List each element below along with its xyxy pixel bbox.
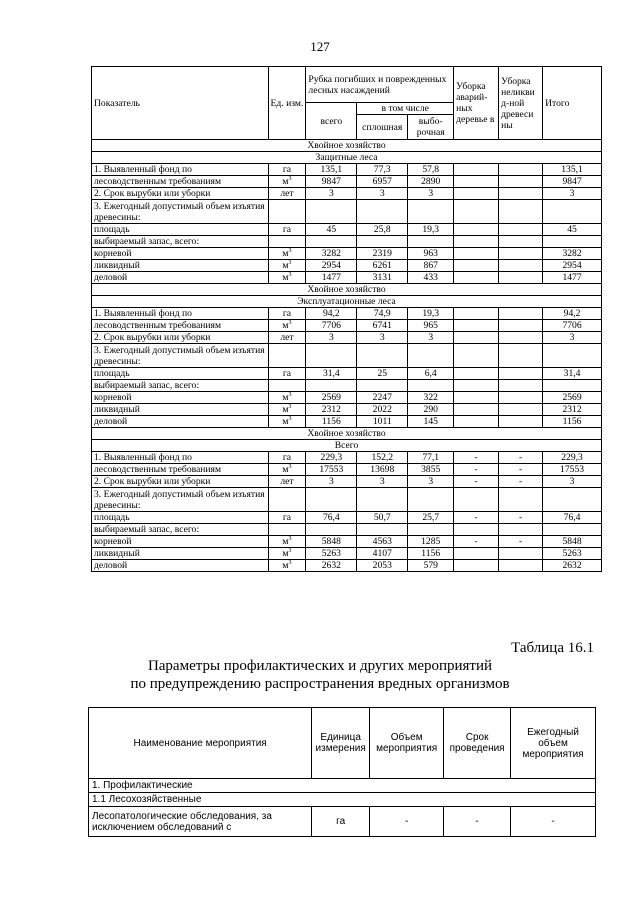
measures-row-term: - [444,807,511,837]
section-title: Хвойное хозяйство [92,140,602,152]
row-emergency [454,200,499,224]
row-unit [268,524,306,536]
section-title-row [92,284,602,296]
row-total: 2954 [543,260,602,272]
row-illiquid [499,308,543,320]
row-selective: 433 [408,272,454,284]
header-clear: сплошная [357,115,408,140]
row-unit [268,236,306,248]
row-selective: 290 [408,404,454,416]
table-row [92,224,602,236]
row-label: 3. Ежегодный допустимый объем изъятия древесины: [92,344,269,368]
row-all: 2569 [306,392,357,404]
row-emergency: - [454,536,499,548]
row-unit: $м^3$ [268,392,306,404]
row-illiquid [499,404,543,416]
row-illiquid [499,548,543,560]
row-illiquid [499,188,543,200]
row-label: площадь [92,512,269,524]
measures-subgroup-row [89,793,596,807]
row-selective: 57,8 [408,164,454,176]
row-label: площадь [92,368,269,380]
row-total: 229,3 [543,452,602,464]
row-clear: 50,7 [357,512,408,524]
row-total: 1156 [543,416,602,428]
row-unit: $м^3$ [268,536,306,548]
row-total: 3 [543,188,602,200]
row-label: деловой [92,416,269,428]
row-total [543,236,602,248]
row-emergency: - [454,476,499,488]
row-selective: 1285 [408,536,454,548]
row-total [543,200,602,224]
row-total: 17553 [543,464,602,476]
row-unit: $м^3$ [268,176,306,188]
row-unit: $м^3$ [268,464,306,476]
row-clear: 3 [357,332,408,344]
row-emergency [454,560,499,572]
row-total [543,524,602,536]
header-in-total: всего [306,103,357,140]
section-title: Эксплуатационные леса [92,296,602,308]
row-clear [357,200,408,224]
row-illiquid [499,164,543,176]
row-total [543,344,602,368]
row-total: 3 [543,332,602,344]
row-unit: $м^3$ [268,320,306,332]
section-title: Защитные леса [92,152,602,164]
row-illiquid: - [499,464,543,476]
table-row [92,380,602,392]
row-clear: 6741 [357,320,408,332]
table-row [92,560,602,572]
row-illiquid [499,416,543,428]
header-including: в том числе [357,103,454,115]
row-all: 1156 [306,416,357,428]
row-unit: $м^3$ [268,272,306,284]
row-selective: 963 [408,248,454,260]
row-illiquid [499,320,543,332]
row-selective: 6,4 [408,368,454,380]
row-label: лесоводственным требованиям [92,176,269,188]
row-all: 2312 [306,404,357,416]
row-selective: 3855 [408,464,454,476]
row-illiquid [499,236,543,248]
row-label: лесоводственным требованиям [92,464,269,476]
row-all [306,236,357,248]
row-illiquid [499,368,543,380]
row-selective [408,380,454,392]
row-clear: 4107 [357,548,408,560]
row-all [306,380,357,392]
row-total: 1477 [543,272,602,284]
row-total: 94,2 [543,308,602,320]
row-label: 2. Срок вырубки или уборки [92,188,269,200]
row-unit [268,200,306,224]
row-selective: 322 [408,392,454,404]
table-row [92,524,602,536]
row-all: 94,2 [306,308,357,320]
row-total: 5848 [543,536,602,548]
table-row [92,320,602,332]
row-illiquid: - [499,476,543,488]
measures-header-term: Срок проведения [444,708,511,779]
row-unit [268,380,306,392]
row-all [306,344,357,368]
row-all: 17553 [306,464,357,476]
row-all: 45 [306,224,357,236]
row-unit: га [268,368,306,380]
row-total: 7706 [543,320,602,332]
row-selective: 77,1 [408,452,454,464]
row-emergency [454,392,499,404]
table-row [92,248,602,260]
row-clear: 4563 [357,536,408,548]
row-label: корневой [92,536,269,548]
row-selective: 867 [408,260,454,272]
row-total [543,380,602,392]
felling-table-body [92,140,602,572]
row-selective: 3 [408,188,454,200]
row-emergency [454,368,499,380]
table-row [92,236,602,248]
row-illiquid [499,272,543,284]
table-row [92,476,602,488]
row-selective [408,236,454,248]
row-unit: лет [268,188,306,200]
row-selective: 1156 [408,548,454,560]
row-label: лесоводственным требованиям [92,320,269,332]
row-emergency [454,380,499,392]
row-total: 9847 [543,176,602,188]
row-clear: 25,8 [357,224,408,236]
row-clear: 2053 [357,560,408,572]
row-emergency [454,344,499,368]
measures-row-name: Лесопатологические обследования, за исключением обследований с [89,807,312,837]
row-emergency [454,176,499,188]
row-all: 2632 [306,560,357,572]
row-clear: 25 [357,368,408,380]
measures-table [88,707,596,837]
row-illiquid [499,560,543,572]
table-label: Таблица 16.1 [511,640,594,656]
header-illiquid: Уборка неликви д-ной древеси ны [499,67,543,140]
row-all: 31,4 [306,368,357,380]
header-indicator: Показатель [92,67,269,140]
row-unit: га [268,308,306,320]
row-illiquid [499,392,543,404]
row-emergency [454,308,499,320]
row-emergency [454,416,499,428]
row-unit: $м^3$ [268,260,306,272]
row-unit: га [268,164,306,176]
table-title-line-1: Параметры профилактических и других мероприятий [147,658,493,674]
row-unit: $м^3$ [268,248,306,260]
row-emergency [454,188,499,200]
row-illiquid: - [499,452,543,464]
row-illiquid [499,260,543,272]
row-selective [408,488,454,512]
measures-header-volume: Объем мероприятия [370,708,444,779]
row-all [306,524,357,536]
row-total: 135,1 [543,164,602,176]
table-title-line-2: по предупреждению распространения вредных организмов [130,676,510,692]
row-emergency: - [454,512,499,524]
felling-table [91,66,602,572]
row-all: 5848 [306,536,357,548]
table-row [92,308,602,320]
row-selective: 145 [408,416,454,428]
row-illiquid [499,248,543,260]
row-illiquid [499,488,543,512]
row-all: 3 [306,188,357,200]
row-illiquid [499,332,543,344]
row-label: 1. Выявленный фонд по [92,452,269,464]
row-illiquid [499,344,543,368]
row-total: 2312 [543,404,602,416]
row-unit: лет [268,476,306,488]
row-emergency: - [454,464,499,476]
row-label: площадь [92,224,269,236]
row-selective: 3 [408,476,454,488]
table-row [92,368,602,380]
row-emergency [454,224,499,236]
row-clear [357,524,408,536]
row-clear: 6261 [357,260,408,272]
row-clear: 152,2 [357,452,408,464]
row-selective [408,524,454,536]
section-title: Хвойное хозяйство [92,284,602,296]
table-row [92,344,602,368]
row-illiquid [499,224,543,236]
row-emergency [454,548,499,560]
section-title: Хвойное хозяйство [92,428,602,440]
table-row [92,272,602,284]
row-total: 2632 [543,560,602,572]
row-all [306,200,357,224]
row-unit: лет [268,332,306,344]
row-label: 3. Ежегодный допустимый объем изъятия древесины: [92,200,269,224]
row-clear: 74,9 [357,308,408,320]
page-number: 127 [310,39,330,54]
table-row [92,488,602,512]
row-clear: 3 [357,476,408,488]
section-title-row [92,440,602,452]
row-all: 3 [306,332,357,344]
row-label: выбираемый запас, всего: [92,524,269,536]
row-unit: $м^3$ [268,404,306,416]
row-label: корневой [92,248,269,260]
measures-row-annual: - [511,807,596,837]
section-title-row [92,296,602,308]
row-all [306,488,357,512]
row-selective: 965 [408,320,454,332]
row-emergency: - [454,452,499,464]
row-clear: 2319 [357,248,408,260]
row-all: 3282 [306,248,357,260]
row-clear: 2247 [357,392,408,404]
row-clear: 3 [357,188,408,200]
row-label: выбираемый запас, всего: [92,236,269,248]
row-unit: $м^3$ [268,416,306,428]
row-label: деловой [92,272,269,284]
table-row [92,548,602,560]
row-total: 2569 [543,392,602,404]
measures-group: 1. Профилактические [89,779,596,793]
table-row [92,416,602,428]
row-unit: га [268,512,306,524]
table-row [92,200,602,224]
row-all: 7706 [306,320,357,332]
table-row [92,164,602,176]
row-label: выбираемый запас, всего: [92,380,269,392]
measures-header-name: Наименование мероприятия [89,708,312,779]
row-all: 3 [306,476,357,488]
table-row [92,332,602,344]
row-label: деловой [92,560,269,572]
section-title-row [92,152,602,164]
row-unit [268,488,306,512]
row-selective: 25,7 [408,512,454,524]
row-total: 76,4 [543,512,602,524]
row-clear [357,344,408,368]
section-title-row [92,428,602,440]
header-total: Итого [543,67,602,140]
row-all: 1477 [306,272,357,284]
row-unit: га [268,452,306,464]
row-illiquid: - [499,536,543,548]
section-title: Всего [92,440,602,452]
row-emergency [454,260,499,272]
row-illiquid: - [499,512,543,524]
table-row [92,188,602,200]
row-label: 2. Срок вырубки или уборки [92,476,269,488]
measures-row [89,807,596,837]
row-label: ликвидный [92,260,269,272]
table-row [92,260,602,272]
table-row [92,452,602,464]
measures-header-unit: Единица измерения [312,708,370,779]
row-label: 3. Ежегодный допустимый объем изъятия древесины: [92,488,269,512]
row-illiquid [499,524,543,536]
row-clear: 77,3 [357,164,408,176]
measures-subgroup: 1.1 Лесохозяйственные [89,793,596,807]
row-label: 1. Выявленный фонд по [92,164,269,176]
row-emergency [454,524,499,536]
row-emergency [454,332,499,344]
table-row [92,536,602,548]
table-row [92,176,602,188]
header-emergency: Уборка аварий-ных деревье в [454,67,499,140]
row-label: 2. Срок вырубки или уборки [92,332,269,344]
measures-group-row [89,779,596,793]
row-label: ликвидный [92,404,269,416]
row-all: 9847 [306,176,357,188]
row-all: 229,3 [306,452,357,464]
table-row [92,512,602,524]
measures-row-volume: - [370,807,444,837]
row-illiquid [499,380,543,392]
row-clear [357,488,408,512]
row-all: 2954 [306,260,357,272]
row-label: ликвидный [92,548,269,560]
row-emergency [454,488,499,512]
row-clear [357,380,408,392]
row-clear: 6957 [357,176,408,188]
row-emergency [454,320,499,332]
row-all: 135,1 [306,164,357,176]
header-selective: выбо-рочная [408,115,454,140]
header-felling: Рубка погибших и поврежденных лесных насаждений [306,67,454,103]
row-selective: 2890 [408,176,454,188]
row-illiquid [499,200,543,224]
row-selective: 19,3 [408,308,454,320]
row-label: корневой [92,392,269,404]
row-all: 5263 [306,548,357,560]
row-label: 1. Выявленный фонд по [92,308,269,320]
row-clear: 13698 [357,464,408,476]
row-clear: 3131 [357,272,408,284]
row-illiquid [499,176,543,188]
row-unit: $м^3$ [268,560,306,572]
row-selective: 579 [408,560,454,572]
row-unit: га [268,224,306,236]
measures-header-annual: Ежегодный объем мероприятия [511,708,596,779]
row-emergency [454,236,499,248]
table-row [92,464,602,476]
row-total: 31,4 [543,368,602,380]
row-emergency [454,404,499,416]
row-total: 3282 [543,248,602,260]
felling-table-header [92,67,602,140]
row-total: 45 [543,224,602,236]
row-emergency [454,164,499,176]
row-selective [408,200,454,224]
row-all: 76,4 [306,512,357,524]
row-total: 3 [543,476,602,488]
row-unit: $м^3$ [268,548,306,560]
row-selective [408,344,454,368]
row-total: 5263 [543,548,602,560]
table-title [0,657,640,693]
section-title-row [92,140,602,152]
table-row [92,392,602,404]
row-emergency [454,272,499,284]
row-total [543,488,602,512]
table-row [92,404,602,416]
row-selective: 19,3 [408,224,454,236]
header-unit: Ед. изм. [268,67,306,140]
row-selective: 3 [408,332,454,344]
measures-row-unit: га [312,807,370,837]
row-unit [268,344,306,368]
row-clear: 2022 [357,404,408,416]
row-clear: 1011 [357,416,408,428]
row-emergency [454,248,499,260]
row-clear [357,236,408,248]
